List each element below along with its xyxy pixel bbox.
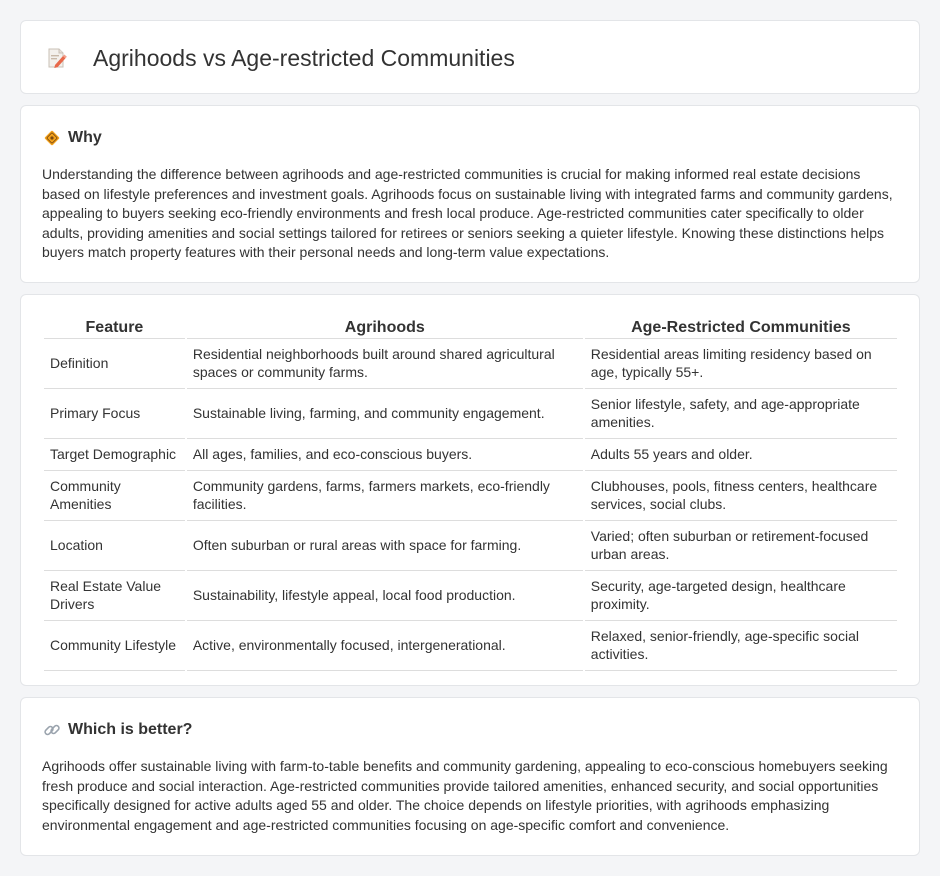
feature-cell: Target Demographic	[44, 439, 185, 471]
better-title: Which is better?	[68, 721, 193, 738]
agrihoods-cell: Residential neighborhoods built around shared agricultural spaces or community farms.	[187, 339, 583, 389]
feature-cell: Location	[44, 521, 185, 571]
better-heading	[43, 720, 192, 740]
header-card	[20, 20, 920, 94]
link-icon	[43, 721, 61, 739]
document-pencil-icon	[45, 46, 69, 70]
why-text: Understanding the difference between agrihoods and age-restricted communities is crucial for making informed real estate decisions based on lifestyle preferences and investment goals. Agrihoods focus on sustainable living with integrated farms and community gardens, appealing to buyers seeking eco-friendly environments and fresh local produce. Age-restricted communities cater specifically to older adults, providing amenities and social settings tailored for retirees or seniors seeking a quieter lifestyle. Knowing these distinctions helps buyers match property features with their personal needs and long-term value expectations.	[42, 166, 893, 261]
agrihoods-cell: Community gardens, farms, farmers markets, eco-friendly facilities.	[187, 471, 583, 521]
age-restricted-cell: Security, age-targeted design, healthcare proximity.	[585, 571, 897, 621]
diamond-sign-icon	[43, 129, 61, 147]
table-header-row	[44, 317, 897, 339]
table-row	[44, 471, 897, 521]
age-restricted-cell: Senior lifestyle, safety, and age-appropriate amenities.	[585, 389, 897, 439]
which-is-better-section	[20, 697, 920, 856]
table-row	[44, 339, 897, 389]
column-header-agrihoods: Agrihoods	[187, 317, 583, 339]
agrihoods-cell: Sustainable living, farming, and community engagement.	[187, 389, 583, 439]
table-row	[44, 439, 897, 471]
column-header-feature: Feature	[44, 317, 185, 339]
page-title: Agrihoods vs Age-restricted Communities	[93, 44, 515, 71]
title-row	[45, 21, 515, 95]
why-title: Why	[68, 129, 102, 146]
better-text: Agrihoods offer sustainable living with farm-to-table benefits and community gardening, appealing to eco-conscious homebuyers seeking fresh produce and social interaction. Age-restricted communities provide tailored amenities, enhanced security, and social opportunities specifically designed for active adults aged 55 and older. The choice depends on lifestyle priorities, with agrihoods emphasizing environmental engagement and age-restricted communities focusing on age-specific comfort and convenience.	[42, 758, 888, 833]
why-heading	[43, 128, 102, 148]
feature-cell: Definition	[44, 339, 185, 389]
feature-cell: Real Estate Value Drivers	[44, 571, 185, 621]
feature-cell: Community Amenities	[44, 471, 185, 521]
why-section	[20, 105, 920, 283]
age-restricted-cell: Clubhouses, pools, fitness centers, healthcare services, social clubs.	[585, 471, 897, 521]
age-restricted-cell: Varied; often suburban or retirement-focused urban areas.	[585, 521, 897, 571]
table-row	[44, 621, 897, 671]
table-row	[44, 571, 897, 621]
comparison-section	[20, 294, 920, 686]
age-restricted-cell: Adults 55 years and older.	[585, 439, 897, 471]
comparison-table	[42, 317, 899, 671]
agrihoods-cell: Sustainability, lifestyle appeal, local food production.	[187, 571, 583, 621]
age-restricted-cell: Relaxed, senior-friendly, age-specific social activities.	[585, 621, 897, 671]
agrihoods-cell: Active, environmentally focused, intergenerational.	[187, 621, 583, 671]
table-row	[44, 389, 897, 439]
feature-cell: Primary Focus	[44, 389, 185, 439]
column-header-age-restricted: Age-Restricted Communities	[585, 317, 897, 339]
age-restricted-cell: Residential areas limiting residency based on age, typically 55+.	[585, 339, 897, 389]
table-row	[44, 521, 897, 571]
feature-cell: Community Lifestyle	[44, 621, 185, 671]
agrihoods-cell: Often suburban or rural areas with space for farming.	[187, 521, 583, 571]
agrihoods-cell: All ages, families, and eco-conscious buyers.	[187, 439, 583, 471]
